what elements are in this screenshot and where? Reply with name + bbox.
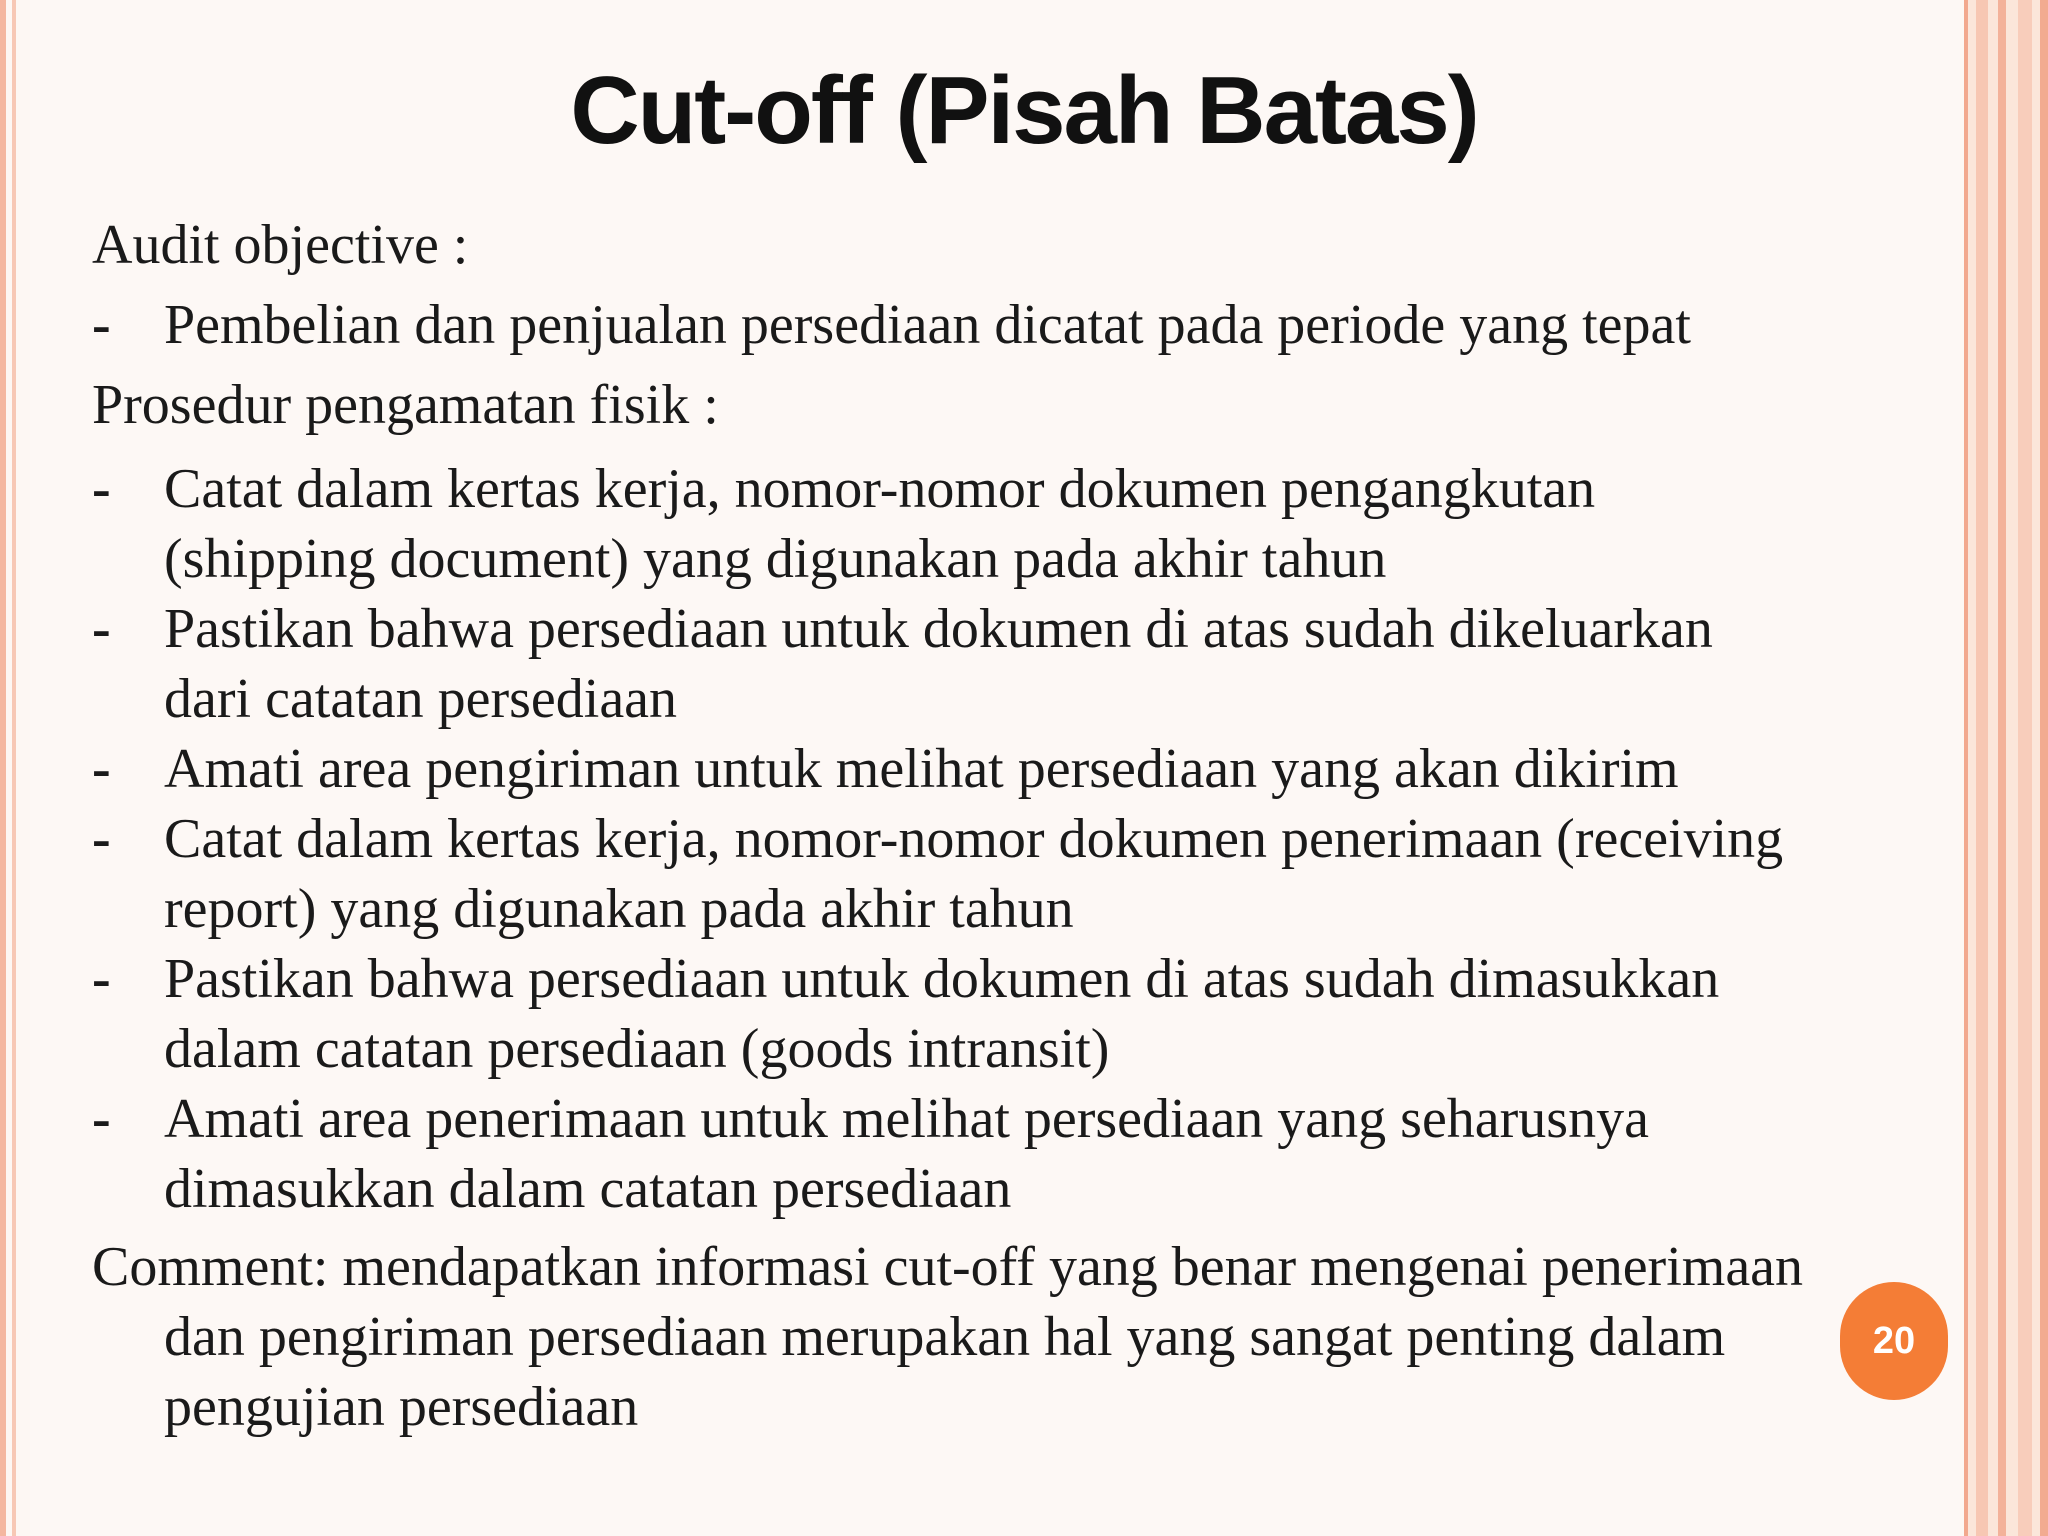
procedure-item [92,804,1812,944]
bullet-dash: - [92,738,111,800]
bullet-dash: - [92,598,111,660]
right-border-stripe [1964,0,1968,1536]
left-border-stripe [0,0,6,1536]
right-border-stripe [2018,0,2032,1536]
bullet-dash: - [92,294,111,356]
left-border-stripe-inner [12,0,16,1536]
procedure-item-text: Catat dalam kertas kerja, nomor-nomor dokumen penerimaan (receiving report) yang digunakan pada akhir tahun [164,808,1784,940]
procedure-item-text: Catat dalam kertas kerja, nomor-nomor dokumen pengangkutan (shipping document) yang digunakan pada akhir tahun [164,458,1596,590]
procedure-item-text: Pastikan bahwa persediaan untuk dokumen di atas sudah dikeluarkan dari catatan persediaan [164,598,1713,730]
bullet-dash: - [92,458,111,520]
slide-body [92,210,1812,1442]
procedure-item [92,734,1812,804]
procedure-item-text: Amati area pengiriman untuk melihat persediaan yang akan dikirim [164,738,1679,800]
right-border-stripe [1998,0,2006,1536]
comment-paragraph: Comment: mendapatkan informasi cut-off yang benar mengenai penerimaan dan pengiriman persediaan merupakan hal yang sangat penting dalam pengujian persediaan [92,1236,1804,1438]
procedure-item-text: Pastikan bahwa persediaan untuk dokumen di atas sudah dimasukkan dalam catatan persediaan (goods intransit) [164,948,1720,1080]
procedure-item [92,594,1812,734]
procedure-item-text: Amati area penerimaan untuk melihat persediaan yang seharusnya dimasukkan dalam catatan persediaan [164,1088,1649,1220]
procedure-item [92,1084,1812,1224]
procedure-item [92,454,1812,594]
objective-item [92,290,1812,360]
procedure-item [92,944,1812,1084]
page-number-badge: 20 [1840,1282,1948,1400]
right-border-stripe [2040,0,2048,1536]
bullet-dash: - [92,948,111,1010]
audit-objective-heading: Audit objective : [92,214,469,276]
objective-item-text: Pembelian dan penjualan persediaan dicatat pada periode yang tepat [164,294,1691,356]
slide-title: Cut-off (Pisah Batas) [570,57,1478,164]
bullet-dash: - [92,1088,111,1150]
procedure-heading: Prosedur pengamatan fisik : [92,374,719,436]
bullet-dash: - [92,808,111,870]
right-border-stripe [1976,0,1988,1536]
